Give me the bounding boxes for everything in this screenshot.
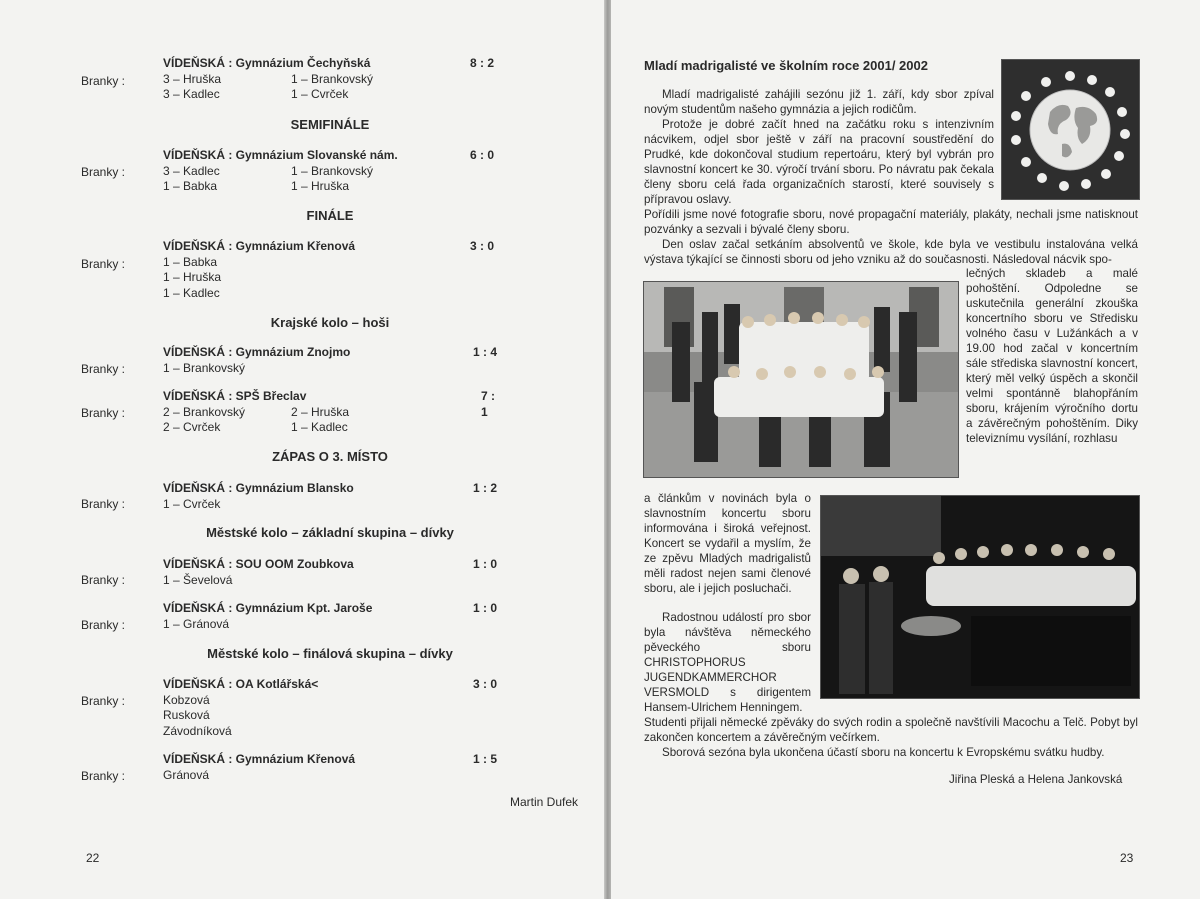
article-paragraph: Den oslav začal setkáním absolventů ve škole, kde byla ve vestibulu instalována velká výstava týkající se činnosti sboru od jeho vzniku až do současnosti. Následoval nácvik spo- bbox=[644, 238, 1138, 266]
scorers bbox=[163, 405, 503, 436]
page-number: 23 bbox=[1120, 851, 1134, 865]
scorer: 3 – Kadlec bbox=[163, 163, 220, 178]
match-title: VÍDEŇSKÁ : OA Kotlářská< bbox=[163, 677, 319, 691]
match-result bbox=[163, 601, 503, 632]
match-title: VÍDEŇSKÁ : Gymnázium Křenová bbox=[163, 752, 356, 766]
article-signature: Jiřina Pleská a Helena Jankovská bbox=[949, 773, 1123, 786]
section-heading: FINÁLE bbox=[306, 208, 354, 223]
scorers bbox=[163, 693, 503, 740]
article-paragraph: Sborová sezóna byla ukončena účastí sboru na koncertu k Evropskému svátku hudby. bbox=[662, 746, 1105, 759]
scorer: 3 – Hruška bbox=[163, 71, 222, 86]
match-title: VÍDEŇSKÁ : Gymnázium Křenová bbox=[163, 239, 356, 253]
section-heading: ZÁPAS O 3. MÍSTO bbox=[272, 449, 388, 464]
scorer: 1 – Hruška bbox=[163, 270, 222, 284]
match-result bbox=[163, 481, 503, 512]
scorer: 1 – Kadlec bbox=[163, 285, 220, 300]
article-paragraph: Radostnou událostí pro sbor byla návštěva německého pěveckého sboru CHRISTOPHORUS JUGENDKAMMERCHOR VERSMOLD s dirigentem Hansem-Ulrichem Henningem. bbox=[644, 611, 811, 714]
match-result bbox=[163, 389, 503, 436]
scorers bbox=[163, 768, 503, 784]
scorer: 1 – Cvrček bbox=[291, 87, 349, 101]
match-result bbox=[163, 148, 503, 195]
scorer: 1 – Brankovský bbox=[291, 163, 374, 178]
match-title: VÍDEŇSKÁ : Gymnázium Kpt. Jaroše bbox=[163, 601, 373, 615]
branky-label: Branky : bbox=[81, 618, 126, 632]
scorer: 1 – Brankovský bbox=[291, 71, 374, 86]
match-title: VÍDEŇSKÁ : Gymnázium Slovanské nám. bbox=[163, 148, 398, 162]
globe-illustration bbox=[1002, 60, 1139, 199]
scorer: 1 – Ševelová bbox=[163, 572, 233, 587]
match-score: 1 : 0 bbox=[473, 601, 498, 615]
scorer: 3 – Kadlec bbox=[163, 87, 220, 101]
match-title: VÍDEŇSKÁ : Gymnázium Znojmo bbox=[163, 345, 351, 359]
match-result bbox=[163, 56, 503, 103]
scorer: Gránová bbox=[163, 767, 210, 782]
match-result bbox=[163, 345, 503, 376]
match-score: 1 : 2 bbox=[473, 481, 498, 495]
scorer: Kobzová bbox=[163, 692, 210, 707]
match-score: 6 : 0 bbox=[470, 148, 495, 162]
scorers bbox=[163, 573, 503, 589]
scorer: 1 – Babka bbox=[163, 254, 218, 269]
scorers bbox=[163, 497, 503, 513]
match-title: VÍDEŇSKÁ : Gymnázium Blansko bbox=[163, 481, 354, 495]
branky-label: Branky : bbox=[81, 694, 126, 708]
section-heading: SEMIFINÁLE bbox=[290, 117, 370, 132]
concert-photo bbox=[820, 495, 1140, 699]
concert-photo-image bbox=[821, 496, 1139, 698]
scorer: 1 – Hruška bbox=[291, 179, 350, 193]
match-score: 1 : 4 bbox=[473, 345, 498, 359]
branky-label: Branky : bbox=[81, 769, 126, 783]
article-paragraph: lečných skladeb a malé pohoštění. Odpoledne se uskutečnila generální zkouška koncertního sboru ve Středisku volného času v Lužánkách a v 19.00 hod začal v koncertním sále střediska slavnostní koncert, který měl velký úspěch a skončil velmi spontánně blahopřáním sboru, krájením výročního dortu a závěrečným pohoštěním. Diky televiznímu vysílání, rozhlasu bbox=[966, 267, 1138, 445]
article-title: Mladí madrigalisté ve školním roce 2001/ 2002 bbox=[644, 58, 928, 73]
scorers bbox=[163, 255, 503, 302]
section-heading: Krajské kolo – hoši bbox=[270, 315, 390, 330]
scorers bbox=[163, 72, 503, 103]
section-heading: Městské kolo – finálová skupina – dívky bbox=[207, 646, 453, 661]
scorer: Rusková bbox=[163, 708, 210, 722]
branky-label: Branky : bbox=[81, 74, 126, 88]
branky-label: Branky : bbox=[81, 573, 126, 587]
scorers bbox=[163, 617, 503, 633]
match-title: VÍDEŇSKÁ : SPŠ Břeclav bbox=[163, 389, 307, 403]
match-result bbox=[163, 239, 503, 301]
branky-label: Branky : bbox=[81, 406, 126, 420]
article-paragraph: Pořídili jsme nové fotografie sboru, nové propagační materiály, plakáty, nechali jsme natisknout pozvánky a sezvali i bývalé členy sboru. bbox=[644, 208, 1138, 236]
match-result bbox=[163, 557, 503, 588]
match-score: 3 : 0 bbox=[470, 239, 495, 253]
article-paragraph: Protože je dobré začít hned na začátku roku s intenzivním nácvikem, odjel sbor ještě v září na pracovní soustředění do Prudké, kde dokončoval studium repertoáru, který byl vybrán pro slavnostní koncert ke 30. výročí trvání sboru. Po návratu pak čekala členy sboru celá řada organizačních starostí, které souvisely s přípravou oslavy. bbox=[644, 118, 994, 206]
branky-label: Branky : bbox=[81, 257, 126, 271]
scorer: 2 – Brankovský bbox=[163, 404, 246, 419]
scorer: 1 – Cvrček bbox=[163, 496, 221, 511]
branky-label: Branky : bbox=[81, 165, 126, 179]
scorers bbox=[163, 164, 503, 195]
scorer: 1 – Kadlec bbox=[291, 420, 348, 434]
article-author: Martin Dufek bbox=[510, 795, 579, 809]
scorers bbox=[163, 361, 503, 377]
group-photo-image bbox=[644, 282, 958, 477]
match-score: 8 : 2 bbox=[470, 56, 495, 70]
article-paragraph: Studenti přijali německé zpěváky do svých rodin a společně navštívili Macochu a Telč. Pobyt byl zakončen koncertem a závěrečným večírkem. bbox=[644, 716, 1138, 744]
match-score: 7 : 1 bbox=[481, 389, 496, 419]
choir-globe-logo bbox=[1001, 59, 1140, 200]
scorer: 2 – Cvrček bbox=[163, 420, 221, 434]
branky-label: Branky : bbox=[81, 362, 126, 376]
page-number: 22 bbox=[86, 851, 100, 865]
match-title: VÍDEŇSKÁ : Gymnázium Čechyňská bbox=[163, 56, 371, 70]
match-score: 1 : 0 bbox=[473, 557, 498, 571]
match-title: VÍDEŇSKÁ : SOU OOM Zoubkova bbox=[163, 557, 354, 571]
match-score: 1 : 5 bbox=[473, 752, 498, 766]
match-result bbox=[163, 677, 503, 739]
choir-group-photo bbox=[643, 281, 959, 478]
scorer: 1 – Babka bbox=[163, 179, 218, 193]
article-paragraph: Mladí madrigalisté zahájili sezónu již 1. září, kdy sbor zpíval novým studentům našeho gymnázia a jejich rodičům. bbox=[644, 88, 994, 116]
scorer: 1 – Brankovský bbox=[163, 360, 246, 375]
branky-label: Branky : bbox=[81, 497, 126, 511]
scorer: 1 – Gránová bbox=[163, 616, 230, 631]
scorer: 2 – Hruška bbox=[291, 404, 350, 419]
section-heading: Městské kolo – základní skupina – dívky bbox=[206, 525, 454, 540]
match-result bbox=[163, 752, 503, 783]
article-paragraph: a článkům v novinách byla o slavnostním koncertu sboru informována i široká veřejnost. Koncert se vydařil a myslím, že ze zpěvu Mladých madrigalistů měli radost nejen sami členové sboru, ale i jejich posluchači. bbox=[644, 492, 811, 595]
scorer: Závodníková bbox=[163, 723, 232, 738]
match-score: 3 : 0 bbox=[473, 677, 498, 691]
